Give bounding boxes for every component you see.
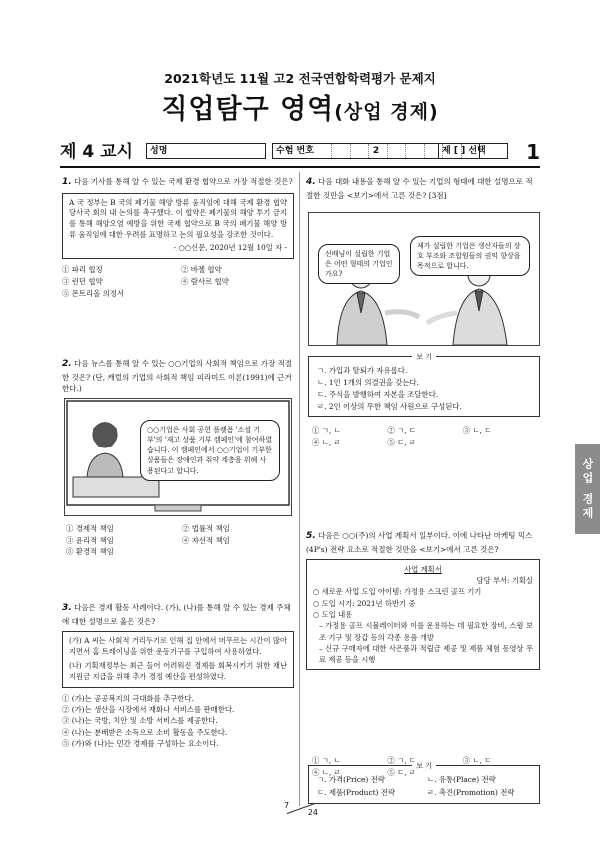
question-number: 4. [306,177,316,187]
current-page: 7 [284,801,290,810]
choice-5[interactable]: ⑤ ㄷ, ㄹ [387,767,417,777]
choice-1[interactable]: ① ㄱ, ㄴ [312,756,341,765]
case-ga: (가) A 씨는 사회적 거리두기로 인해 집 안에서 머무르는 시간이 많아지면서 홈 트레이닝을 위한 운동기구를 구입하여 사용하였다. [69,635,287,656]
question-prompt: 다음 기사를 통해 알 수 있는 국제 환경 협약으로 가장 적절한 것은? [74,177,293,186]
session-label: 제 4 교시 [60,142,133,162]
choice-4[interactable]: ④ ㄴ, ㄹ [312,437,341,447]
choices [66,524,292,558]
question-number: 1. [62,177,72,187]
bogi-item: ㄱ. 가격(Price) 전략 [317,775,385,785]
bogi-title: 보 기 [412,353,436,361]
bogi-item: ㄴ. 유통(Place) 전략 [427,775,496,785]
choice-1[interactable]: ① (가)는 공공복지의 극대화를 추구한다. [62,693,194,703]
plan-title: 사업 계획서 [404,564,442,574]
column-divider [299,172,300,806]
case-na: (나) 기획재정부는 최근 들어 어려워진 경제를 회복시키기 위한 재난 지원금 지급을 위해 추가 경정 예산을 편성하였다. [69,660,287,681]
choice-5[interactable]: ⑤ 환경적 책임 [66,547,114,557]
choice-3[interactable]: ③ (나)는 국방, 치안 및 소방 서비스를 제공한다. [62,716,218,726]
subject-side-tab: 상업 경제 [575,444,600,534]
choice-4[interactable]: ④ (나)는 분배받은 소득으로 소비 활동을 주도한다. [62,727,228,737]
page-footer [280,802,320,816]
plan-item: – 신규 구매자에 대한 사은품과 적립금 제공 및 제품 체험 동영상 무료 제공 등을 시행 [319,643,533,665]
choice-1[interactable]: ① 파리 협정 [62,265,103,275]
question-prompt: 다음은 ○○(주)의 사업 계획서 일부이다. 이에 나타난 마케팅 믹스(4P's) 전략 요소로 적절한 것만을 <보기>에서 고른 것은? [306,531,533,554]
choice-1[interactable]: ① ㄱ, ㄴ [312,426,341,435]
article-text: A 국 정부는 B 국의 폐기물 해양 방류 움직임에 대해 국제 환경 협약 당사국 회의 내 논의를 촉구했다. 이 협약은 폐기물의 해양 투기 금지를 통해 해양오염 예방을 위한 국제 협약으로 B 국의 폐기물 해양 방류 움직임에 대한 우려를 표명하고 논의 필요성을 강조한 것이다. [69,197,287,240]
exam-number-value: 2 [372,146,380,156]
bogi-box [308,353,540,417]
speech-bubble-right: 제가 설립한 기업은 생산자들의 상호 부조와 조합원들의 권익 향상을 목적으로 합니다. [410,236,530,276]
bogi-item: ㄴ. 1인 1개의 의결권을 갖는다. [317,377,420,387]
article-passage [62,193,294,260]
question-number: 3. [62,603,72,613]
bogi-item: ㄹ. 촉진(Promotion) 전략 [427,788,515,798]
plan-department: 담당 부서: 기획실 [476,576,533,586]
question-1 [62,176,294,300]
subject-sub: (상업 경제) [334,101,439,123]
choice-label: 제 [ ] 선택 [442,146,486,156]
exam-title: 2021학년도 11월 고2 전국연합학력평가 문제지 [164,71,436,86]
choice-3[interactable]: ③ 런던 협약 [62,277,103,287]
bogi-item: ㄷ. 주식을 발행하여 자본을 조달한다. [317,389,439,399]
info-row [60,140,540,162]
question-number: 2. [62,359,72,369]
choice-3[interactable]: ③ ㄴ, ㄷ [462,756,492,765]
case-passage [62,631,294,688]
choice-4[interactable]: ④ ㄴ, ㄹ [312,767,341,777]
plan-item: – 가정용 골프 시뮬레이터와 이를 운용하는 데 필요한 장비, 스윙 보조 기구 및 장갑 등의 각종 용품 개발 [319,621,533,642]
choice-5[interactable]: ⑤ (가)와 (나)는 민간 경제를 구성하는 요소이다. [62,739,219,749]
choice-5[interactable]: ⑤ 몬트리올 의정서 [62,289,125,299]
news-speech-bubble: ○○기업은 사회 공헌 플랫폼 '소셜 기부'의 '재고 상품 기부 캠페인'에 참여하였습니다. 이 캠페인에서 ○○기업이 기부한 상품들은 장애인과 취약 계층을 위해 사용된다고 합니다. [140,420,280,481]
choice-4[interactable]: ④ 자선적 책임 [182,535,230,545]
choice-2[interactable]: ② 법률적 책임 [182,524,230,533]
subject-main: 직업탐구 영역 [161,94,335,125]
choice-3[interactable]: ③ ㄴ, ㄷ [462,426,492,435]
bogi-item: ㄹ. 2인 이상의 무한 책임 사원으로 구성된다. [317,401,462,411]
choice-2[interactable]: ② 바젤 협약 [181,265,222,275]
question-prompt: 다음 뉴스를 통해 알 수 있는 ○○기업의 사회적 책임으로 가장 적절한 것은? (단, 캐럴의 기업의 사회적 책임 피라미드 이론(1991)에 근거한다.) [62,359,293,393]
question-4 [306,176,538,201]
speech-bubble-left: 선배님이 설립한 기업은 어떤 형태의 기업인가요? [318,244,400,284]
choices [312,756,538,778]
total-pages: 24 [307,808,318,817]
bogi-item: ㄷ. 제품(Product) 전략 [317,788,396,798]
choices [62,264,294,299]
question-3 [62,602,294,750]
question-5 [306,530,540,670]
exam-number-label: 수험 번호 [276,146,314,156]
business-plan [306,559,540,671]
article-source: - ○○신문, 2020년 12월 10일 자 - [173,243,287,253]
choice-4[interactable]: ④ 람사르 협약 [181,277,229,287]
choice-3[interactable]: ③ 윤리적 책임 [66,535,114,545]
name-label: 성명 [150,146,168,156]
choice-2[interactable]: ② ㄱ, ㄷ [387,426,417,435]
header-rule [60,166,540,168]
choices [62,693,294,750]
page-number: 1 [526,140,540,164]
question-number: 5. [306,531,316,541]
choice-1[interactable]: ① 경제적 책임 [66,524,114,533]
choice-5[interactable]: ⑤ ㄷ, ㄹ [387,437,417,447]
choice-select[interactable] [438,143,508,159]
choice-2[interactable]: ② ㄱ, ㄷ [387,756,417,765]
bogi-title: 보 기 [412,762,436,770]
plan-item: ○ 새로운 사업 도입 아이템: 가정용 스크린 골프 기기 [313,587,482,597]
choice-2[interactable]: ② (가)는 생산을 시장에서 재화나 서비스를 판매한다. [62,704,235,714]
question-prompt: 다음 대화 내용을 통해 알 수 있는 기업의 형태에 대한 설명으로 적절한 것만을 <보기>에서 고른 것은? [3점] [306,177,533,200]
question-prompt: 다음은 경제 활동 사례이다. (가), (나)를 통해 알 수 있는 경제 주체에 대한 설명으로 옳은 것은? [62,603,291,626]
name-box[interactable] [146,143,266,159]
question-2 [62,358,294,398]
bogi-item: ㄱ. 가입과 탈퇴가 자유롭다. [317,366,408,375]
choices [312,426,538,448]
plan-item: ○ 도입 시기: 2021년 하반기 중 [313,598,416,608]
subject-title [0,90,600,129]
plan-item: ○ 도입 내용 [313,609,353,619]
